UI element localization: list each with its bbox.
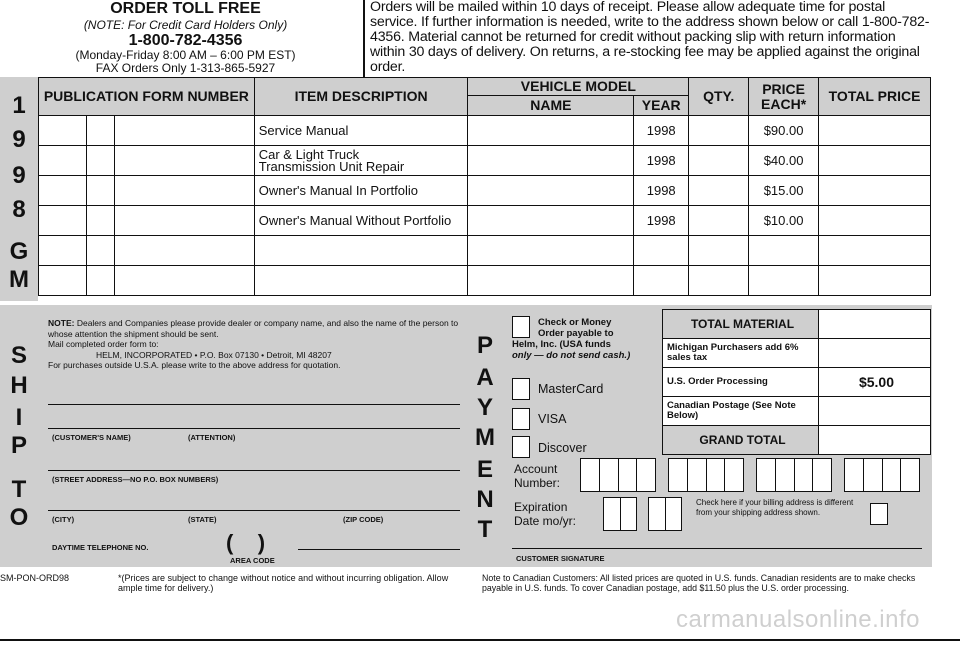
grand-total-value[interactable] bbox=[819, 426, 931, 455]
pub-cell[interactable] bbox=[114, 176, 254, 206]
expiration-line: Date mo/yr: bbox=[514, 514, 577, 528]
price-cell[interactable] bbox=[749, 236, 819, 266]
name-cell[interactable] bbox=[468, 176, 634, 206]
zip-code-label: (ZIP CODE) bbox=[343, 515, 384, 524]
bottom-rule bbox=[0, 639, 960, 641]
discover-checkbox[interactable] bbox=[512, 436, 530, 458]
expiration-label bbox=[514, 500, 576, 528]
business-hours: (Monday-Friday 8:00 AM – 6:00 PM EST) bbox=[75, 48, 296, 62]
ship-note bbox=[48, 318, 463, 371]
account-number-group-3[interactable] bbox=[756, 458, 832, 492]
signature-line[interactable] bbox=[512, 548, 922, 549]
street-address-label: (STREET ADDRESS—NO P.O. BOX NUMBERS) bbox=[52, 475, 219, 484]
check-line: only — do not send cash.) bbox=[512, 349, 631, 361]
col-item-description: ITEM DESCRIPTION bbox=[254, 78, 468, 116]
price-cell[interactable] bbox=[749, 266, 819, 296]
item-description[interactable] bbox=[254, 236, 468, 266]
pub-cell[interactable] bbox=[39, 206, 87, 236]
item-desc-line1: Owner's Manual Without Portfolio bbox=[258, 212, 452, 228]
side-letter: 9 bbox=[12, 126, 26, 153]
item-description bbox=[254, 176, 468, 206]
side-letter: G bbox=[9, 238, 29, 265]
table-row bbox=[39, 146, 931, 176]
street-address-line[interactable] bbox=[48, 470, 460, 471]
total-cell[interactable] bbox=[819, 116, 931, 146]
qty-cell[interactable] bbox=[689, 236, 749, 266]
total-cell[interactable] bbox=[819, 206, 931, 236]
billing-address-note: Check here if your billing address is different from your shipping address shown. bbox=[696, 498, 854, 517]
pub-cell[interactable] bbox=[114, 236, 254, 266]
discover-label: Discover bbox=[538, 441, 587, 455]
michigan-tax-value[interactable] bbox=[819, 339, 931, 368]
expiration-year-box[interactable] bbox=[648, 497, 682, 531]
order-toll-free-block bbox=[8, 0, 363, 86]
total-cell[interactable] bbox=[819, 236, 931, 266]
item-description bbox=[254, 116, 468, 146]
customer-signature-label: CUSTOMER SIGNATURE bbox=[516, 554, 605, 563]
pub-cell[interactable] bbox=[39, 116, 87, 146]
price-cell: $90.00 bbox=[749, 116, 819, 146]
pub-cell[interactable] bbox=[86, 176, 114, 206]
payment-letter: Y bbox=[476, 394, 493, 421]
account-number-group-1[interactable] bbox=[580, 458, 656, 492]
payment-letter: T bbox=[477, 516, 493, 543]
pub-cell[interactable] bbox=[114, 206, 254, 236]
pub-cell[interactable] bbox=[114, 266, 254, 296]
check-money-order-label bbox=[538, 318, 614, 339]
col-total-price: TOTAL PRICE bbox=[819, 78, 931, 116]
phone-number: 1-800-782-4356 bbox=[128, 32, 243, 49]
total-cell[interactable] bbox=[819, 146, 931, 176]
check-line: Helm, Inc. (USA funds bbox=[512, 339, 611, 350]
qty-cell[interactable] bbox=[689, 266, 749, 296]
pub-cell[interactable] bbox=[86, 206, 114, 236]
daytime-phone-label: DAYTIME TELEPHONE NO. bbox=[52, 543, 149, 552]
total-material-value[interactable] bbox=[819, 310, 931, 339]
mastercard-checkbox[interactable] bbox=[512, 378, 530, 400]
michigan-tax-label: Michigan Purchasers add 6% sales tax bbox=[663, 339, 819, 368]
pub-cell[interactable] bbox=[39, 176, 87, 206]
fax-number: FAX Orders Only 1-313-865-5927 bbox=[95, 61, 276, 75]
item-desc-line1: Owner's Manual In Portfolio bbox=[258, 182, 419, 198]
city-label: (CITY) bbox=[52, 515, 75, 524]
account-number-label bbox=[514, 462, 560, 490]
ship-letter: I bbox=[15, 404, 23, 431]
year-cell[interactable] bbox=[634, 236, 689, 266]
payment-letter: M bbox=[475, 424, 495, 451]
ship-letter: S bbox=[10, 342, 27, 369]
col-year: YEAR bbox=[634, 96, 689, 116]
canadian-postage-label: Canadian Postage (See Note Below) bbox=[663, 397, 819, 426]
item-desc-line2: Transmission Unit Repair bbox=[258, 158, 405, 174]
total-cell[interactable] bbox=[819, 176, 931, 206]
order-table bbox=[38, 77, 931, 296]
table-row bbox=[39, 266, 931, 296]
ship-letter: H bbox=[10, 372, 28, 399]
check-line: Order payable to bbox=[538, 327, 614, 339]
total-material-label: TOTAL MATERIAL bbox=[663, 310, 819, 339]
table-row bbox=[39, 116, 931, 146]
account-number-group-2[interactable] bbox=[668, 458, 744, 492]
header-divider bbox=[363, 0, 365, 87]
visa-checkbox[interactable] bbox=[512, 408, 530, 430]
form-code: SM-PON-ORD98 bbox=[0, 573, 70, 583]
expiration-month-box[interactable] bbox=[603, 497, 637, 531]
pub-cell[interactable] bbox=[86, 116, 114, 146]
qty-cell[interactable] bbox=[689, 206, 749, 236]
payment-strip bbox=[466, 305, 504, 567]
check-payable-label bbox=[512, 340, 630, 361]
qty-cell[interactable] bbox=[689, 116, 749, 146]
pub-cell[interactable] bbox=[114, 116, 254, 146]
canadian-customer-note: Note to Canadian Customers: All listed prices are quoted in U.S. funds. Canadian residents are to make checks payable in U.S. funds. To cover Canadian postage, add $11.50 plus the U.S. order processing. bbox=[482, 573, 916, 593]
account-line: Account bbox=[514, 462, 558, 476]
grand-total-label: GRAND TOTAL bbox=[663, 426, 819, 455]
payment-letter: P bbox=[476, 332, 493, 359]
pub-cell[interactable] bbox=[39, 236, 87, 266]
pub-cell[interactable] bbox=[39, 266, 87, 296]
price-cell: $10.00 bbox=[749, 206, 819, 236]
year-side-strip bbox=[0, 77, 38, 301]
year-cell: 1998 bbox=[634, 116, 689, 146]
name-cell[interactable] bbox=[468, 146, 634, 176]
ship-letter: T bbox=[11, 476, 27, 503]
item-description bbox=[254, 146, 468, 176]
name-cell[interactable] bbox=[468, 236, 634, 266]
area-code-parens: ( ) bbox=[226, 530, 266, 555]
year-cell: 1998 bbox=[634, 206, 689, 236]
customer-name-line[interactable] bbox=[48, 428, 460, 429]
order-processing-label: U.S. Order Processing bbox=[663, 368, 819, 397]
qty-cell[interactable] bbox=[689, 146, 749, 176]
canadian-postage-value[interactable] bbox=[819, 397, 931, 426]
col-name: NAME bbox=[468, 96, 634, 116]
note-label: NOTE: bbox=[48, 318, 75, 328]
billing-different-checkbox[interactable] bbox=[870, 503, 888, 525]
order-processing-value: $5.00 bbox=[819, 368, 931, 397]
side-letter: 1 bbox=[12, 92, 26, 119]
phone-number-line[interactable] bbox=[298, 549, 460, 550]
mailing-info-text: Orders will be mailed within 10 days of receipt. Please allow adequate time for postal service. If further information is needed, write to the address shown below or call 1-800-782-4356. Material cannot be returned for credit without packing slip with return information within 30 days of delivery. On returns, a re-stocking fee may be applied against the original order. bbox=[370, 0, 930, 75]
table-row bbox=[39, 206, 931, 236]
blank-line[interactable] bbox=[48, 404, 460, 405]
mail-to-line: Mail completed order form to: bbox=[48, 339, 159, 349]
watermark: carmanualsonline.info bbox=[676, 606, 920, 633]
item-desc-line1: Service Manual bbox=[258, 122, 349, 138]
table-row bbox=[39, 176, 931, 206]
payment-letter: A bbox=[476, 364, 494, 391]
pub-cell[interactable] bbox=[86, 266, 114, 296]
year-cell[interactable] bbox=[634, 266, 689, 296]
total-cell[interactable] bbox=[819, 266, 931, 296]
visa-label: VISA bbox=[538, 412, 567, 426]
pub-cell[interactable] bbox=[86, 236, 114, 266]
col-qty: QTY. bbox=[689, 78, 749, 116]
account-line: Number: bbox=[514, 476, 561, 490]
table-row bbox=[39, 236, 931, 266]
qty-cell[interactable] bbox=[689, 176, 749, 206]
pub-cell[interactable] bbox=[39, 146, 87, 176]
ship-letter: P bbox=[10, 432, 27, 459]
state-label: (STATE) bbox=[188, 515, 217, 524]
price-cell: $15.00 bbox=[749, 176, 819, 206]
prices-disclaimer: *(Prices are subject to change without notice and without incurring obligation. Allow ample time for delivery.) bbox=[118, 573, 449, 593]
side-letter: 9 bbox=[12, 162, 26, 189]
name-cell[interactable] bbox=[468, 266, 634, 296]
check-money-order-checkbox[interactable] bbox=[512, 316, 530, 338]
city-state-zip-line[interactable] bbox=[48, 510, 460, 511]
col-publication-form-number: PUBLICATION FORM NUMBER bbox=[39, 78, 255, 116]
name-cell[interactable] bbox=[468, 206, 634, 236]
pub-cell[interactable] bbox=[114, 146, 254, 176]
payment-letter: N bbox=[476, 486, 494, 513]
col-vehicle-model: VEHICLE MODEL bbox=[468, 78, 689, 96]
payment-letter: E bbox=[476, 456, 493, 483]
customer-name-label: (CUSTOMER'S NAME) bbox=[52, 433, 131, 442]
check-line: Check or Money bbox=[538, 317, 612, 328]
helm-address: HELM, INCORPORATED • P.O. Box 07130 • Detroit, MI 48207 bbox=[96, 349, 332, 360]
ship-to-strip bbox=[0, 305, 38, 567]
price-cell: $40.00 bbox=[749, 146, 819, 176]
totals-table bbox=[662, 309, 931, 455]
attention-label: (ATTENTION) bbox=[188, 433, 236, 442]
note-body: Dealers and Companies please provide dealer or company name, and also the name of the person to whose attention the shipment should be sent. bbox=[48, 318, 459, 339]
name-cell[interactable] bbox=[468, 116, 634, 146]
expiration-line: Expiration bbox=[514, 500, 568, 514]
year-cell: 1998 bbox=[634, 176, 689, 206]
ship-note-text bbox=[48, 318, 463, 339]
item-description[interactable] bbox=[254, 266, 468, 296]
area-code-label: AREA CODE bbox=[230, 556, 275, 565]
year-cell: 1998 bbox=[634, 146, 689, 176]
ship-letter: O bbox=[9, 504, 29, 531]
order-toll-free-title: ORDER TOLL FREE bbox=[110, 0, 261, 17]
item-description bbox=[254, 206, 468, 236]
credit-card-note: (NOTE: For Credit Card Holders Only) bbox=[83, 18, 288, 32]
pub-cell[interactable] bbox=[86, 146, 114, 176]
outside-usa-note: For purchases outside U.S.A. please write to the above address for quotation. bbox=[48, 360, 341, 370]
side-letter: 8 bbox=[12, 196, 26, 223]
mastercard-label: MasterCard bbox=[538, 382, 604, 396]
col-price-each: PRICE EACH* bbox=[749, 78, 819, 116]
item-desc-line1: Car & Light Truck bbox=[258, 146, 360, 162]
account-number-group-4[interactable] bbox=[844, 458, 920, 492]
side-letter: M bbox=[9, 266, 29, 293]
